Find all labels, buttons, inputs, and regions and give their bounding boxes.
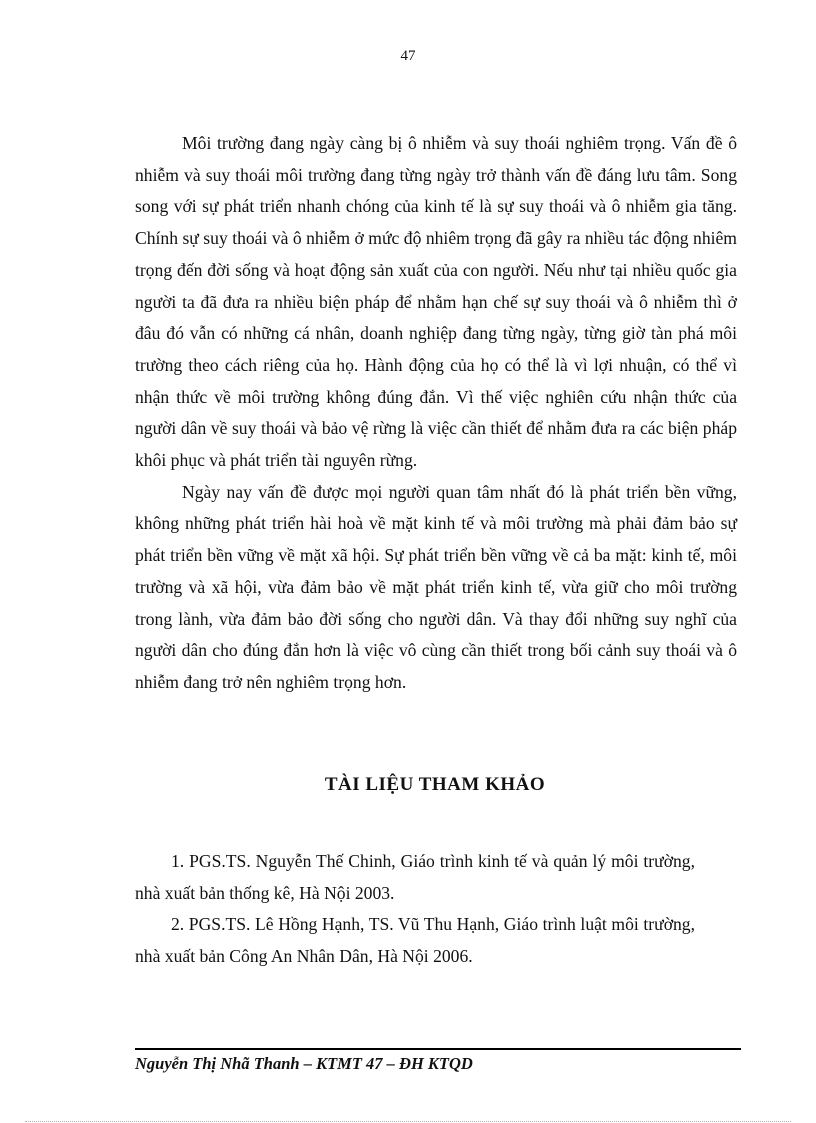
footer-text: Nguyễn Thị Nhã Thanh – KTMT 47 – ĐH KTQD <box>135 1054 473 1073</box>
reference-item-2: 2. PGS.TS. Lê Hồng Hạnh, TS. Vũ Thu Hạnh, Giáo trình luật môi trường, nhà xuất bản Công An Nhân Dân, Hà Nội 2006. <box>135 914 695 967</box>
references-heading: TÀI LIỆU THAM KHẢO <box>324 774 546 795</box>
page-bottom-border <box>25 1121 791 1122</box>
page-number: 47 <box>400 48 416 64</box>
reference-item-1: 1. PGS.TS. Nguyễn Thế Chinh, Giáo trình kinh tế và quản lý môi trường, nhà xuất bản thống kê, Hà Nội 2003. <box>135 851 695 903</box>
footer-divider <box>135 1048 741 1050</box>
body-text <box>135 128 737 699</box>
body-paragraph-2: Ngày nay vấn đề được mọi người quan tâm nhất đó là phát triển bền vững, không những phát triển hài hoà về mặt kinh tế và môi trường mà phải đảm bảo sự phát triển bền vững về mặt xã hội. Sự phát triển bền vững về cả ba mặt: kinh tế, môi trường và xã hội, vừa đảm bảo về mặt phát triển kinh tế, vừa giữ cho môi trường trong lành, vừa đảm bảo đời sống cho người dân. Và thay đổi những suy nghĩ của người dân cho đúng đắn hơn là việc vô cùng cần thiết trong bối cảnh suy thoái và ô nhiễm đang trở nên nghiêm trọng hơn. <box>135 481 737 692</box>
body-paragraph-1: Môi trường đang ngày càng bị ô nhiễm và suy thoái nghiêm trọng. Vấn đề ô nhiễm và suy thoái môi trường đang từng ngày trở thành vấn đề đáng lưu tâm. Song song với sự phát triển nhanh chóng của kinh tế là sự suy thoái và ô nhiễm gia tăng. Chính sự suy thoái và ô nhiễm ở mức độ nhiêm trọng đã gây ra nhiều tác động nhiêm trọng đến đời sống và hoạt động sản xuất của con người. Nếu như tại nhiều quốc gia người ta đã đưa ra nhiều biện pháp để nhằm hạn chế sự suy thoái và ô nhiễm thì ở đâu đó vẫn có những cá nhân, doanh nghiệp đang từng ngày, từng giờ tàn phá môi trường theo cách riêng của họ. Hành động của họ có thể là vì lợi nhuận, có thể vì nhận thức về môi trường không đúng đắn. Vì thế việc nghiên cứu nhận thức của người dân về suy thoái và bảo vệ rừng là việc cần thiết để nhằm đưa ra các biện pháp khôi phục và phát triển tài nguyên rừng. <box>135 133 737 471</box>
references-list <box>135 846 695 973</box>
